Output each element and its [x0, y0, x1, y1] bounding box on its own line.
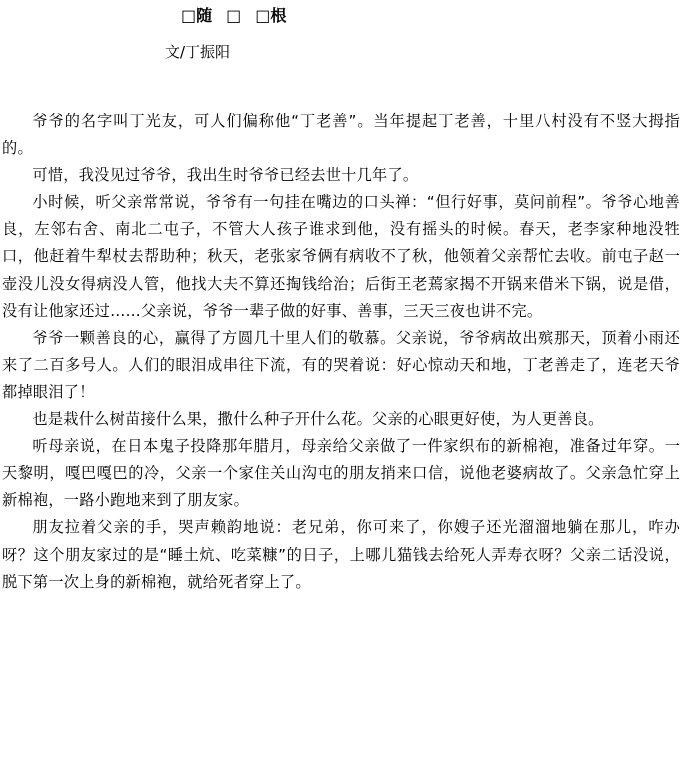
title-box-2: □ [226, 6, 242, 25]
title-word-1: 随 [196, 6, 213, 25]
paragraph-2: 可惜，我没见过爷爷，我出生时爷爷已经去世十几年了。 [32, 166, 419, 185]
title-box-3: □ [255, 6, 271, 25]
article-body [2, 108, 680, 596]
title-box-1: □ [181, 6, 197, 25]
paragraph-5: 也是栽什么树苗接什么果，撒什么种子开什么花。父亲的心眼更好使，为人更善良。 [32, 410, 604, 429]
paragraph-6: 听母亲说，在日本鬼子投降那年腊月，母亲给父亲做了一件家织布的新棉袍，准备过年穿。一天黎明，嘎巴嘎巴的冷，父亲一个家住关山沟屯的朋友捎来口信，说他老婆病故了。父亲急忙穿上新棉袍，一路小跑地来到了朋友家。 [2, 437, 680, 510]
author-byline: 文/丁振阳 [165, 43, 231, 61]
paragraph-7: 朋友拉着父亲的手，哭声赖韵地说：老兄弟，你可来了，你嫂子还光溜溜地躺在那儿，咋办呀？这个朋友家过的是“睡土炕、吃菜糠”的日子，上哪儿猫钱去给死人弄寿衣呀？父亲二话没说，脱下第一次上身的新棉袍，就给死者穿上了。 [2, 518, 680, 591]
paragraph-1: 爷爷的名字叫丁光友，可人们偏称他“丁老善”。当年提起丁老善，十里八村没有不竖大拇指的。 [2, 112, 680, 158]
title-word-2: 根 [270, 6, 287, 25]
article-title [181, 5, 286, 27]
paragraph-3: 小时候，听父亲常常说，爷爷有一句挂在嘴边的口头禅：“但行好事，莫问前程”。爷爷心地善良，左邻右舍、南北二屯子，不管大人孩子谁求到他，没有摇头的时候。春天，老李家种地没牲口，他赶着牛犁杖去帮助种；秋天，老张家爷俩有病收不了秋，他领着父亲帮忙去收。前屯子赵一壶没儿没女得病没人管，他找大夫不算还掏钱给治；后街王老蔫家揭不开锅来借米下锅，说是借，没有让他家还过……父亲说，爷爷一辈子做的好事、善事，三天三夜也讲不完。 [2, 193, 680, 320]
paragraph-4: 爷爷一颗善良的心，赢得了方圆几十里人们的敬慕。父亲说，爷爷病故出殡那天，顶着小雨还来了二百多号人。人们的眼泪成串往下流，有的哭着说：好心惊动天和地，丁老善走了，连老天爷都掉眼泪了！ [2, 328, 680, 401]
